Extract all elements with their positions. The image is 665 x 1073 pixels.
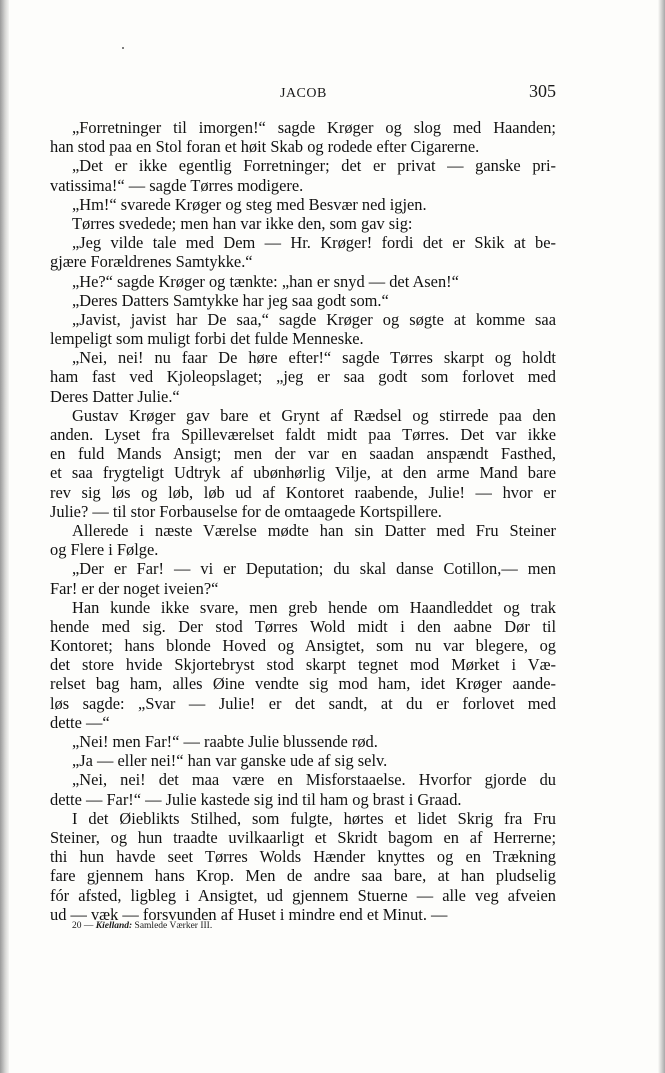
text-line: „Deres Datters Samtykke har jeg saa godt som.“ <box>72 290 389 310</box>
text-line: et saa frygteligt Udtryk af ubønhørlig Vilje, at den arme Mand bare <box>50 463 556 483</box>
text-line: „Nei, nei! det maa være en Misforstaaelse. Hvorfor gjorde du <box>72 770 556 790</box>
footer-title: Samlede Værker III. <box>134 921 213 931</box>
text-line: gjære Forældrenes Samtykke.“ <box>50 252 253 272</box>
text-line: „Nei, nei! nu faar De høre efter!“ sagde Tørres skarpt og holdt <box>72 348 556 368</box>
text-line: Deres Datter Julie.“ <box>50 386 180 406</box>
text-line: Gustav Krøger gav bare et Grynt af Rædsel og stirrede paa den <box>72 405 556 425</box>
text-line: en fuld Mands Ansigt; men der var en saadan anspændt Fasthed, <box>50 444 556 464</box>
text-line: løs sagde: „Svar — Julie! er det sandt, at du er forlovet med <box>50 693 556 713</box>
text-line: Julie? — til stor Forbauselse for de omtaagede Kortspillere. <box>50 501 442 521</box>
text-line: „Forretninger til imorgen!“ sagde Krøger og slog med Haanden; <box>72 118 556 137</box>
text-line: „Hm!“ svarede Krøger og steg med Besvær ned igjen. <box>72 194 427 214</box>
text-line: hende med sig. Der stod Tørres Wold midt i den aabne Dør til <box>50 616 556 636</box>
text-line: „Det er ikke egentlig Forretninger; det er privat — ganske pri- <box>72 156 556 176</box>
page-number: 305 <box>529 81 556 101</box>
page-edge-shadow-left <box>0 0 9 1073</box>
text-line: „Ja — eller nei!“ han var ganske ude af sig selv. <box>72 751 388 771</box>
text-line: relset bag ham, alles Øine vendte sig mod ham, idet Krøger aande- <box>50 674 556 694</box>
printer-signature-footer <box>72 921 212 931</box>
print-speck <box>122 47 124 49</box>
text-line: rev sig løs og løb, løb ud af Kontoret raabende, Julie! — hvor er <box>50 482 556 502</box>
footer-author: Kielland: <box>95 921 133 931</box>
text-line: Tørres svedede; men han var ikke den, som gav sig: <box>72 213 413 233</box>
text-line: „He?“ sagde Krøger og tænkte: „han er snyd — det Asen!“ <box>72 271 459 291</box>
text-line: dette —“ <box>50 712 110 732</box>
text-line: I det Øieblikts Stilhed, som fulgte, hørtes et lidet Skrig fra Fru <box>72 808 556 828</box>
text-line: „Jeg vilde tale med Dem — Hr. Krøger! fordi det er Skik at be- <box>72 233 556 253</box>
text-line: Han kunde ikke svare, men greb hende om Haandleddet og trak <box>72 597 556 617</box>
body-text <box>50 118 556 924</box>
text-line: fór afsted, ligbleg i Ansigtet, ud gjennem Stuerne — alle veg afveien <box>50 885 556 905</box>
text-line: „Der er Far! — vi er Deputation; du skal danse Cotillon,— men <box>72 559 556 579</box>
text-line: lempeligt som muligt forbi det fulde Menneske. <box>50 329 364 349</box>
text-line: og Flere i Følge. <box>50 540 159 560</box>
page-edge-shadow-right <box>658 0 665 1073</box>
signature-mark: 20 — <box>72 921 94 931</box>
text-line: „Nei! men Far!“ — raabte Julie blussende rød. <box>72 732 378 751</box>
text-line: ham fast ved Kjoleopslaget; „jeg er saa godt som forlovet med <box>50 367 556 387</box>
text-line: Steiner, og hun traadte uvilkaarligt et Skridt bagom en af Herrerne; <box>50 827 556 847</box>
text-line: fare gjennem hans Krop. Men de andre saa bare, at han pludselig <box>50 866 556 886</box>
running-title: JACOB <box>280 86 327 101</box>
text-line: Allerede i næste Værelse mødte han sin Datter med Fru Steiner <box>72 520 556 540</box>
text-line: det store hvide Skjortebryst stod skarpt tegnet mod Mørket i Væ- <box>50 655 556 675</box>
text-line: „Javist, javist har De saa,“ sagde Krøger og søgte at komme saa <box>72 309 556 329</box>
text-line: ud — væk — forsvunden af Huset i mindre end et Minut. — <box>50 904 448 924</box>
text-line: anden. Lyset fra Spilleværelset faldt midt paa Tørres. Det var ikke <box>50 425 556 444</box>
text-line: dette — Far!“ — Julie kastede sig ind til ham og brast i Graad. <box>50 789 462 809</box>
text-line: han stod paa en Stol foran et høit Skab og rodede efter Cigarerne. <box>50 137 480 157</box>
text-line: Far! er der noget iveien?“ <box>50 578 219 598</box>
text-line: Kontoret; hans blonde Hoved og Ansigtet, som nu var blegere, og <box>50 636 556 656</box>
text-line: thi hun havde seet Tørres Wolds Hænder knyttes og en Trækning <box>50 847 556 867</box>
text-line: vatissima!“ — sagde Tørres modigere. <box>50 175 304 195</box>
